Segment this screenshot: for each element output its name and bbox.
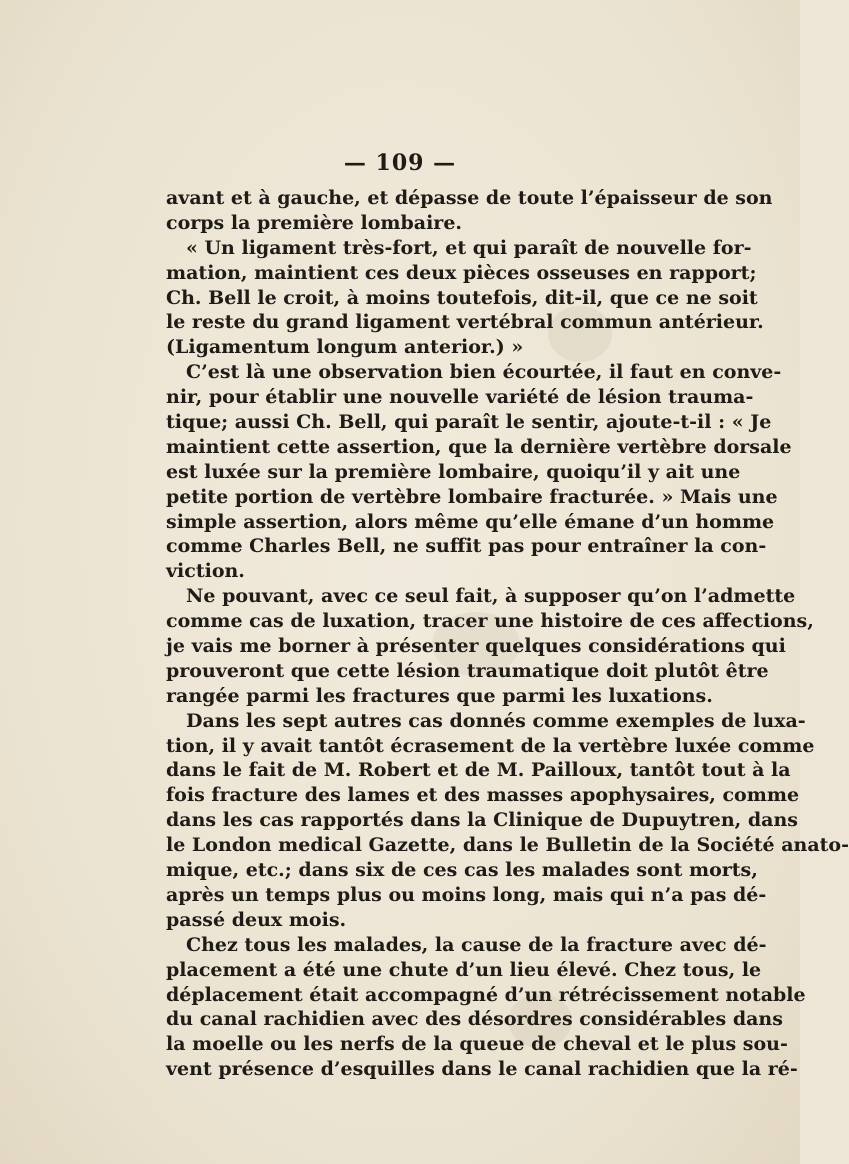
- text-line: tique; aussi Ch. Bell, qui paraît le sentir, ajoute-t-il : « Je: [166, 411, 772, 434]
- text-line: mique, etc.; dans six de ces cas les malades sont morts,: [166, 859, 758, 882]
- text-line: petite portion de vertèbre lombaire fracturée. » Mais une: [166, 485, 778, 508]
- text-line: Chez tous les malades, la cause de la fracture avec dé-: [186, 933, 767, 956]
- text-line: maintient cette assertion, que la dernière vertèbre dorsale: [166, 435, 792, 458]
- text-line: est luxée sur la première lombaire, quoiqu’il y ait une: [166, 460, 741, 483]
- text-line: Dans les sept autres cas donnés comme exemples de luxa-: [186, 709, 806, 732]
- text-line: je vais me borner à présenter quelques considérations qui: [166, 635, 786, 658]
- text-line: déplacement était accompagné d’un rétrécissement notable: [166, 983, 806, 1006]
- text-line: corps la première lombaire.: [166, 211, 463, 234]
- text-line: Ne pouvant, avec ce seul fait, à supposer qu’on l’admette: [186, 585, 796, 608]
- text-line: du canal rachidien avec des désordres considérables dans: [166, 1008, 783, 1031]
- text-line: la moelle ou les nerfs de la queue de cheval et le plus sou-: [166, 1033, 788, 1056]
- text-line: passé deux mois.: [166, 908, 347, 931]
- text-line: (Ligamentum longum anterior.) »: [166, 336, 524, 359]
- text-line: viction.: [166, 560, 245, 583]
- text-line: placement a été une chute d’un lieu élevé. Chez tous, le: [166, 958, 762, 981]
- page-number: — 109 —: [343, 150, 457, 176]
- text-line: C’est là une observation bien écourtée, il faut en conve-: [186, 361, 782, 384]
- text-line: le London medical Gazette, dans le Bulletin de la Société anato-: [166, 834, 849, 857]
- text-line: nir, pour établir une nouvelle variété de lésion trauma-: [166, 386, 754, 409]
- text-line: fois fracture des lames et des masses apophysaires, comme: [166, 784, 800, 807]
- text-line: dans les cas rapportés dans la Clinique de Dupuytren, dans: [166, 809, 798, 832]
- text-line: prouveront que cette lésion traumatique doit plutôt être: [166, 659, 769, 682]
- text-line: simple assertion, alors même qu’elle émane d’un homme: [166, 510, 775, 533]
- text-line: mation, maintient ces deux pièces osseuses en rapport;: [166, 261, 757, 284]
- text-line: « Un ligament très-fort, et qui paraît de nouvelle for-: [186, 236, 752, 259]
- text-line: vent présence d’esquilles dans le canal rachidien que la ré-: [166, 1058, 798, 1081]
- text-line: après un temps plus ou moins long, mais qui n’a pas dé-: [166, 883, 767, 906]
- text-line: comme cas de luxation, tracer une histoire de ces affections,: [166, 610, 814, 633]
- text-line: tion, il y avait tantôt écrasement de la vertèbre luxée comme: [166, 734, 815, 757]
- text-line: dans le fait de M. Robert et de M. Pailloux, tantôt tout à la: [166, 759, 791, 782]
- text-line: le reste du grand ligament vertébral commun antérieur.: [166, 311, 764, 334]
- text-line: Ch. Bell le croit, à moins toutefois, dit-il, que ce ne soit: [166, 286, 758, 309]
- body-text: [166, 186, 849, 1082]
- text-line: comme Charles Bell, ne suffit pas pour entraîner la con-: [166, 535, 767, 558]
- text-line: avant et à gauche, et dépasse de toute l’épaisseur de son: [166, 187, 773, 209]
- text-line: rangée parmi les fractures que parmi les luxations.: [166, 684, 713, 707]
